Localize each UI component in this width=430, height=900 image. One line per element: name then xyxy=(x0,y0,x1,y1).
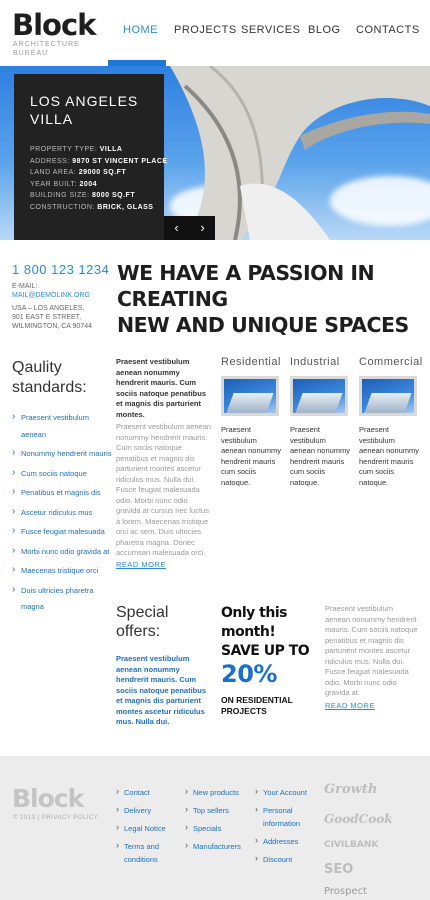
footer-link[interactable]: › Contact xyxy=(116,786,181,799)
read-more-link[interactable]: READ MORE xyxy=(116,560,166,569)
promo-heading xyxy=(221,604,311,661)
footer-links-col-3 xyxy=(255,786,320,871)
email-line xyxy=(12,291,90,301)
category-title: Residential xyxy=(221,356,281,368)
address-line: 901 EAST E STREET, xyxy=(12,314,82,321)
nav-contacts[interactable]: CONTACTS xyxy=(356,24,420,36)
footer-link[interactable]: › Personal information xyxy=(255,804,320,830)
spec-row: BUILDING SIZE: 8000 SQ.FT xyxy=(30,192,136,199)
headline-line: CREATING xyxy=(117,287,228,311)
quality-list xyxy=(12,410,112,619)
quality-item[interactable]: › Nonummy hendrerit mauris xyxy=(12,446,112,463)
slider-next-icon[interactable]: › xyxy=(200,220,205,235)
footer-link[interactable]: › Legal Notice xyxy=(116,822,181,835)
copyright: © 2013 | PRIVACY POLICY xyxy=(13,815,99,821)
hero-slider xyxy=(0,66,430,240)
footer-link[interactable]: › Addresses xyxy=(255,835,320,848)
logo-tagline: ARCHITECTURE BUREAU xyxy=(13,41,80,57)
offers-text: Praesent vestibulum aenean nonummy hendrerit mauris. Cum sociis natoque penatibus et magnis dis parturient montes ascetur ridiculus mus. Nulla dui. xyxy=(116,654,207,726)
promo-percentage: 20% xyxy=(221,660,277,688)
read-more-link[interactable]: READ MORE xyxy=(325,701,375,710)
project-title: LOS ANGELES VILLA xyxy=(30,93,139,127)
promo-month: Only this month! xyxy=(221,605,287,640)
quality-item[interactable]: › Maecenas tristique orci xyxy=(12,563,112,580)
nav-services[interactable]: SERVICES xyxy=(241,24,301,36)
footer xyxy=(0,756,430,900)
category-text: Praesent vestibulum aenean nonummy hendrerit mauris cum sociis natoque. xyxy=(290,425,351,487)
intro-bold-text: Praesent vestibulum aenean nonummy hendrerit mauris. Cum sociis natoque penatibus et magnis dis parturient montes. xyxy=(116,357,207,419)
brand-logo-growth[interactable]: Growth xyxy=(324,782,378,797)
quality-title: Qaulity standards: xyxy=(12,359,87,396)
quality-item[interactable]: › Praesent vestibulum aenean xyxy=(12,410,112,443)
nav-blog[interactable]: BLOG xyxy=(308,24,341,36)
footer-links-col-2 xyxy=(185,786,255,858)
quality-item[interactable]: › Ascetur ridiculus mus xyxy=(12,505,112,522)
footer-link[interactable]: › Delivery xyxy=(116,804,181,817)
footer-links-col-1 xyxy=(116,786,181,871)
spec-row: LAND AREA: 29000 SQ.FT xyxy=(30,169,127,176)
offers-title: Special offers: xyxy=(116,604,169,640)
spec-row: PROPERTY TYPE: VILLA xyxy=(30,146,123,153)
category-text: Praesent vestibulum aenean nonummy hendrerit mauris cum sociis natoque. xyxy=(221,425,282,487)
footer-link[interactable]: › Terms and conditions xyxy=(116,840,181,866)
footer-link[interactable]: › Discount xyxy=(255,853,320,866)
nav-home[interactable]: HOME xyxy=(123,24,158,36)
email-link[interactable]: MAIL@DEMOLINK.ORG xyxy=(12,292,90,299)
promo-save: SAVE UP TO xyxy=(221,643,310,659)
nav-projects[interactable]: PROJECTS xyxy=(174,24,237,36)
footer-link[interactable]: › Your Account xyxy=(255,786,320,799)
brand-logo-goodcook[interactable]: GoodCook xyxy=(324,812,393,826)
project-info-panel xyxy=(14,74,168,240)
spec-row: YEAR BUILT: 2004 xyxy=(30,180,98,188)
slider-prev-icon[interactable]: ‹ xyxy=(174,220,179,235)
category-thumbnail[interactable] xyxy=(290,376,348,416)
promo-target: ON RESIDENTIAL PROJECTS xyxy=(221,695,293,716)
footer-link[interactable]: › Top sellers xyxy=(185,804,255,817)
quality-item[interactable]: › Duis ultricies pharetra magna xyxy=(12,583,112,616)
logo[interactable]: Block xyxy=(12,8,96,42)
category-thumbnail[interactable] xyxy=(359,376,417,416)
category-thumbnail[interactable] xyxy=(221,376,279,416)
phone-number: 1 800 123 1234 xyxy=(12,262,110,277)
spec-row: CONSTRUCTION: BRICK, GLASS xyxy=(30,203,154,211)
offers-side-text: Praesent vestibulum aenean nonummy hendrerit mauris. Cum sociis natoque penatibus et magnis dis parturient montes ascetur ridiculus mus. Nulla dui. Fusce feugiat malesuada odio. Morbi nunc odio gravida at. xyxy=(325,604,418,697)
category-commercial xyxy=(359,356,425,488)
category-residential xyxy=(221,356,287,488)
main-headline xyxy=(117,260,427,338)
footer-link[interactable]: › Specials xyxy=(185,822,255,835)
brand-logo-civilbank[interactable]: CIVILBANK xyxy=(324,840,379,850)
slider-controls xyxy=(164,216,215,240)
quality-item[interactable]: › Morbi nunc odio gravida at xyxy=(12,544,112,561)
headline-line: NEW AND UNIQUE SPACES xyxy=(117,313,409,337)
category-text: Praesent vestibulum aenean nonummy hendrerit mauris cum sociis natoque. xyxy=(359,425,420,487)
category-title: Commercial xyxy=(359,356,423,368)
footer-logo[interactable]: Block xyxy=(12,784,84,813)
footer-link[interactable]: › Manufacturers xyxy=(185,840,255,853)
header xyxy=(0,0,430,66)
quality-item[interactable]: › Fusce feugiat malesuada xyxy=(12,524,112,541)
address-line: USA – LOS ANGELES, xyxy=(12,305,85,312)
email-label: E-MAIL: xyxy=(12,283,38,290)
category-title: Industrial xyxy=(290,356,340,368)
quality-item[interactable]: › Penatibus et magnis dis xyxy=(12,485,112,502)
address-line: WILMINGTON, CA 90744 xyxy=(12,323,93,330)
brand-logo-seo[interactable]: SEO xyxy=(324,862,354,877)
headline-line: WE HAVE A PASSION IN xyxy=(117,261,375,285)
spec-row: ADDRESS: 9870 ST VINCENT PLACE xyxy=(30,157,168,165)
brand-logo-prospect[interactable]: Prospect xyxy=(324,886,367,897)
footer-link[interactable]: › New products xyxy=(185,786,255,799)
intro-body-text: Praesent vestibulum aenean nonummy hendrerit mauris. Cum sociis natoque penatibus et magnis dis parturient montes ascetur ridiculus mus. Nulla dui. Fusce feugiat malesuada odio. Morbi nunc odio gravida at cursus nec luctus a lorem. Maecenas tristique orci ac sem. Duis ultricies pharetra magna. Donec accumsan malesuada orci. xyxy=(116,422,212,557)
quality-item[interactable]: › Cum sociis natoque xyxy=(12,466,112,483)
category-industrial xyxy=(290,356,356,488)
